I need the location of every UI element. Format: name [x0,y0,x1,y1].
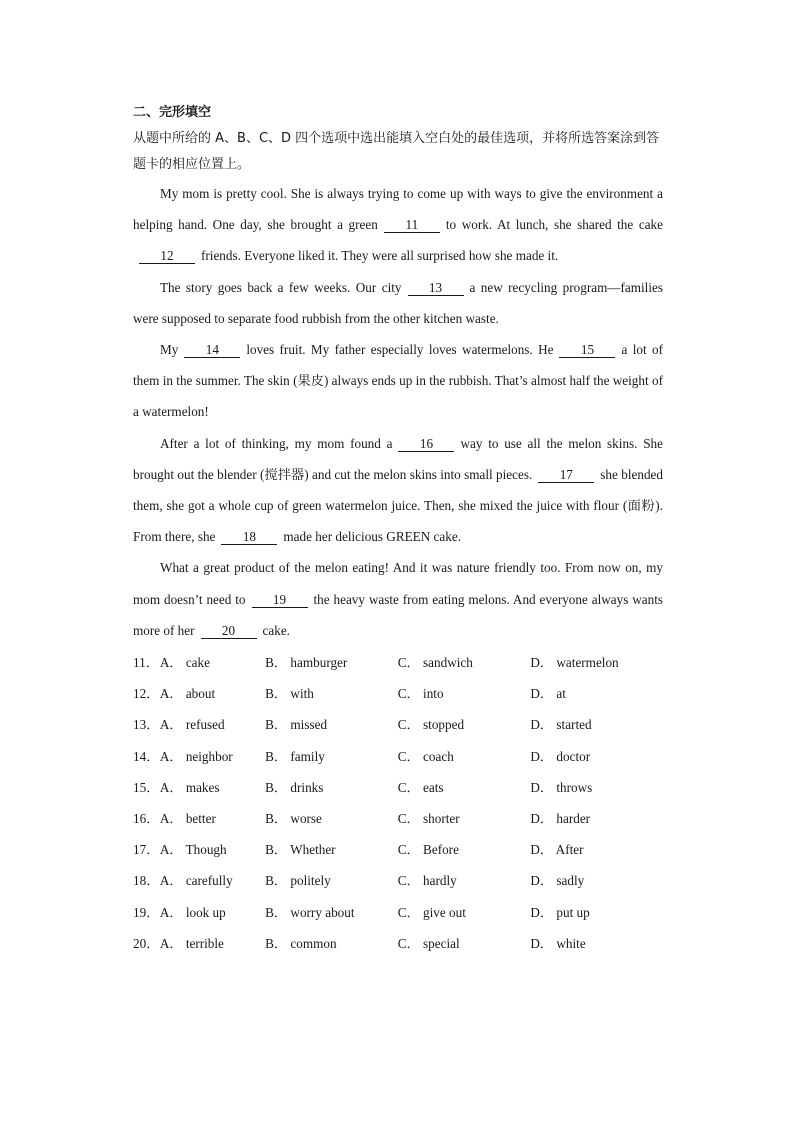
passage-text: to work. At lunch, she shared the cake [445,217,663,233]
option-a: A． terrible [159,935,224,951]
question-number: 11． [133,655,159,671]
blank-18: 18 [221,529,277,545]
passage-paragraph-5 [133,552,663,646]
option-b: B． missed [265,717,328,733]
question-number: 15． [133,779,160,795]
passage-paragraph-1 [133,178,663,272]
option-b: B． politely [265,873,331,889]
option-c: C． hardly [397,873,457,889]
question-row [133,772,663,803]
option-c: C． into [397,686,444,702]
passage-text: My mom is pretty cool. She is always trying to come up with ways to give the environment a helping hand. One day, she brought a green [133,186,663,233]
option-d: D． harder [530,810,591,826]
option-d: D． watermelon [530,655,619,671]
question-row [133,647,663,678]
option-b: B． family [265,748,325,764]
option-b: B． hamburger [265,655,348,671]
option-a: A． about [159,686,216,702]
option-c: C． coach [397,748,454,764]
option-d: D． After [530,842,584,858]
question-number: 20． [133,935,160,951]
option-d: D． sadly [530,873,585,889]
passage-text: cake. [262,622,290,638]
option-d: D． put up [530,904,590,920]
option-c: C． eats [397,779,444,795]
passage-text: My [160,342,179,358]
option-c: C． shorter [397,810,460,826]
option-b: B． worse [265,810,322,826]
question-row [133,897,663,928]
question-row [133,709,663,740]
blank-15: 15 [559,342,615,358]
passage-text: she blended them, she got a whole cup of green watermelon juice. Then, she mixed the juice with flour (面粉). From there, she [133,466,663,545]
passage-text: the heavy waste from eating melons. And everyone always wants more of her [133,591,663,638]
option-a: A． neighbor [159,748,233,764]
passage-text: What a great product of the melon eating! And it was nature friendly too. From now on, my mom doesn’t need to [133,560,663,607]
option-b: B． with [265,686,314,702]
passage-paragraph-2 [133,272,663,334]
passage-text: way to use all the melon skins. She brought out the blender (搅拌器) and cut the melon skins into small pieces. [133,435,664,482]
question-row [133,928,663,959]
option-d: D． started [530,717,592,733]
question-number: 12． [133,686,160,702]
option-d: D． white [530,935,586,951]
option-c: C． Before [397,842,459,858]
passage-text: friends. Everyone liked it. They were all surprised how she made it. [201,248,559,264]
passage-text: After a lot of thinking, my mom found a [160,435,393,451]
question-number: 14． [133,748,160,764]
question-number: 17． [133,842,160,858]
passage-text: The story goes back a few weeks. Our city [160,279,402,295]
blank-19: 19 [252,592,308,608]
instructions: 从题中所给的 A、B、C、D 四个选项中选出能填入空白处的最佳选项，并将所选答案涂到答题卡的相应位置上。 [133,131,660,172]
blank-12: 12 [139,248,195,264]
passage-text: a lot of them in the summer. The skin (果皮) always ends up in the rubbish. That’s almost half the weight of a watermelon! [133,342,663,420]
question-number: 19． [133,904,160,920]
option-d: D． at [530,686,566,702]
question-row [133,803,663,834]
passage-text: a new recycling program—families were supposed to separate food rubbish from the other kitchen waste. [133,279,663,326]
question-list [133,647,663,959]
question-row [133,741,663,772]
question-row [133,834,663,865]
passage-paragraph-4 [133,428,663,553]
option-b: B． Whether [265,842,336,858]
option-b: B． common [265,935,337,951]
option-a: A． carefully [159,873,233,889]
option-a: A． refused [159,717,225,733]
question-number: 16． [133,810,160,826]
option-a: A． makes [159,779,220,795]
option-c: C． stopped [397,717,465,733]
option-a: A． better [159,810,216,826]
question-row [133,678,663,709]
passage-text: loves fruit. My father especially loves watermelons. He [246,342,554,358]
blank-20: 20 [201,623,257,639]
passage-text: made her delicious GREEN cake. [283,529,462,545]
option-d: D． throws [530,779,593,795]
blank-17: 17 [538,467,594,483]
blank-16: 16 [398,436,454,452]
option-a: A． Though [159,842,227,858]
blank-14: 14 [184,342,240,358]
question-row [133,865,663,896]
option-b: B． worry about [265,904,355,920]
option-a: A． look up [159,904,226,920]
section-title: 二、完形填空 [133,105,212,120]
option-a: A． cake [159,655,210,671]
option-c: C． sandwich [397,655,473,671]
option-c: C． give out [397,904,466,920]
blank-11: 11 [384,217,440,233]
blank-13: 13 [408,280,464,296]
document-page [133,100,663,959]
question-number: 18． [133,873,160,889]
option-c: C． special [397,935,460,951]
passage-paragraph-3 [133,334,663,428]
option-b: B． drinks [265,779,324,795]
option-d: D． doctor [530,748,591,764]
question-number: 13． [133,717,160,733]
